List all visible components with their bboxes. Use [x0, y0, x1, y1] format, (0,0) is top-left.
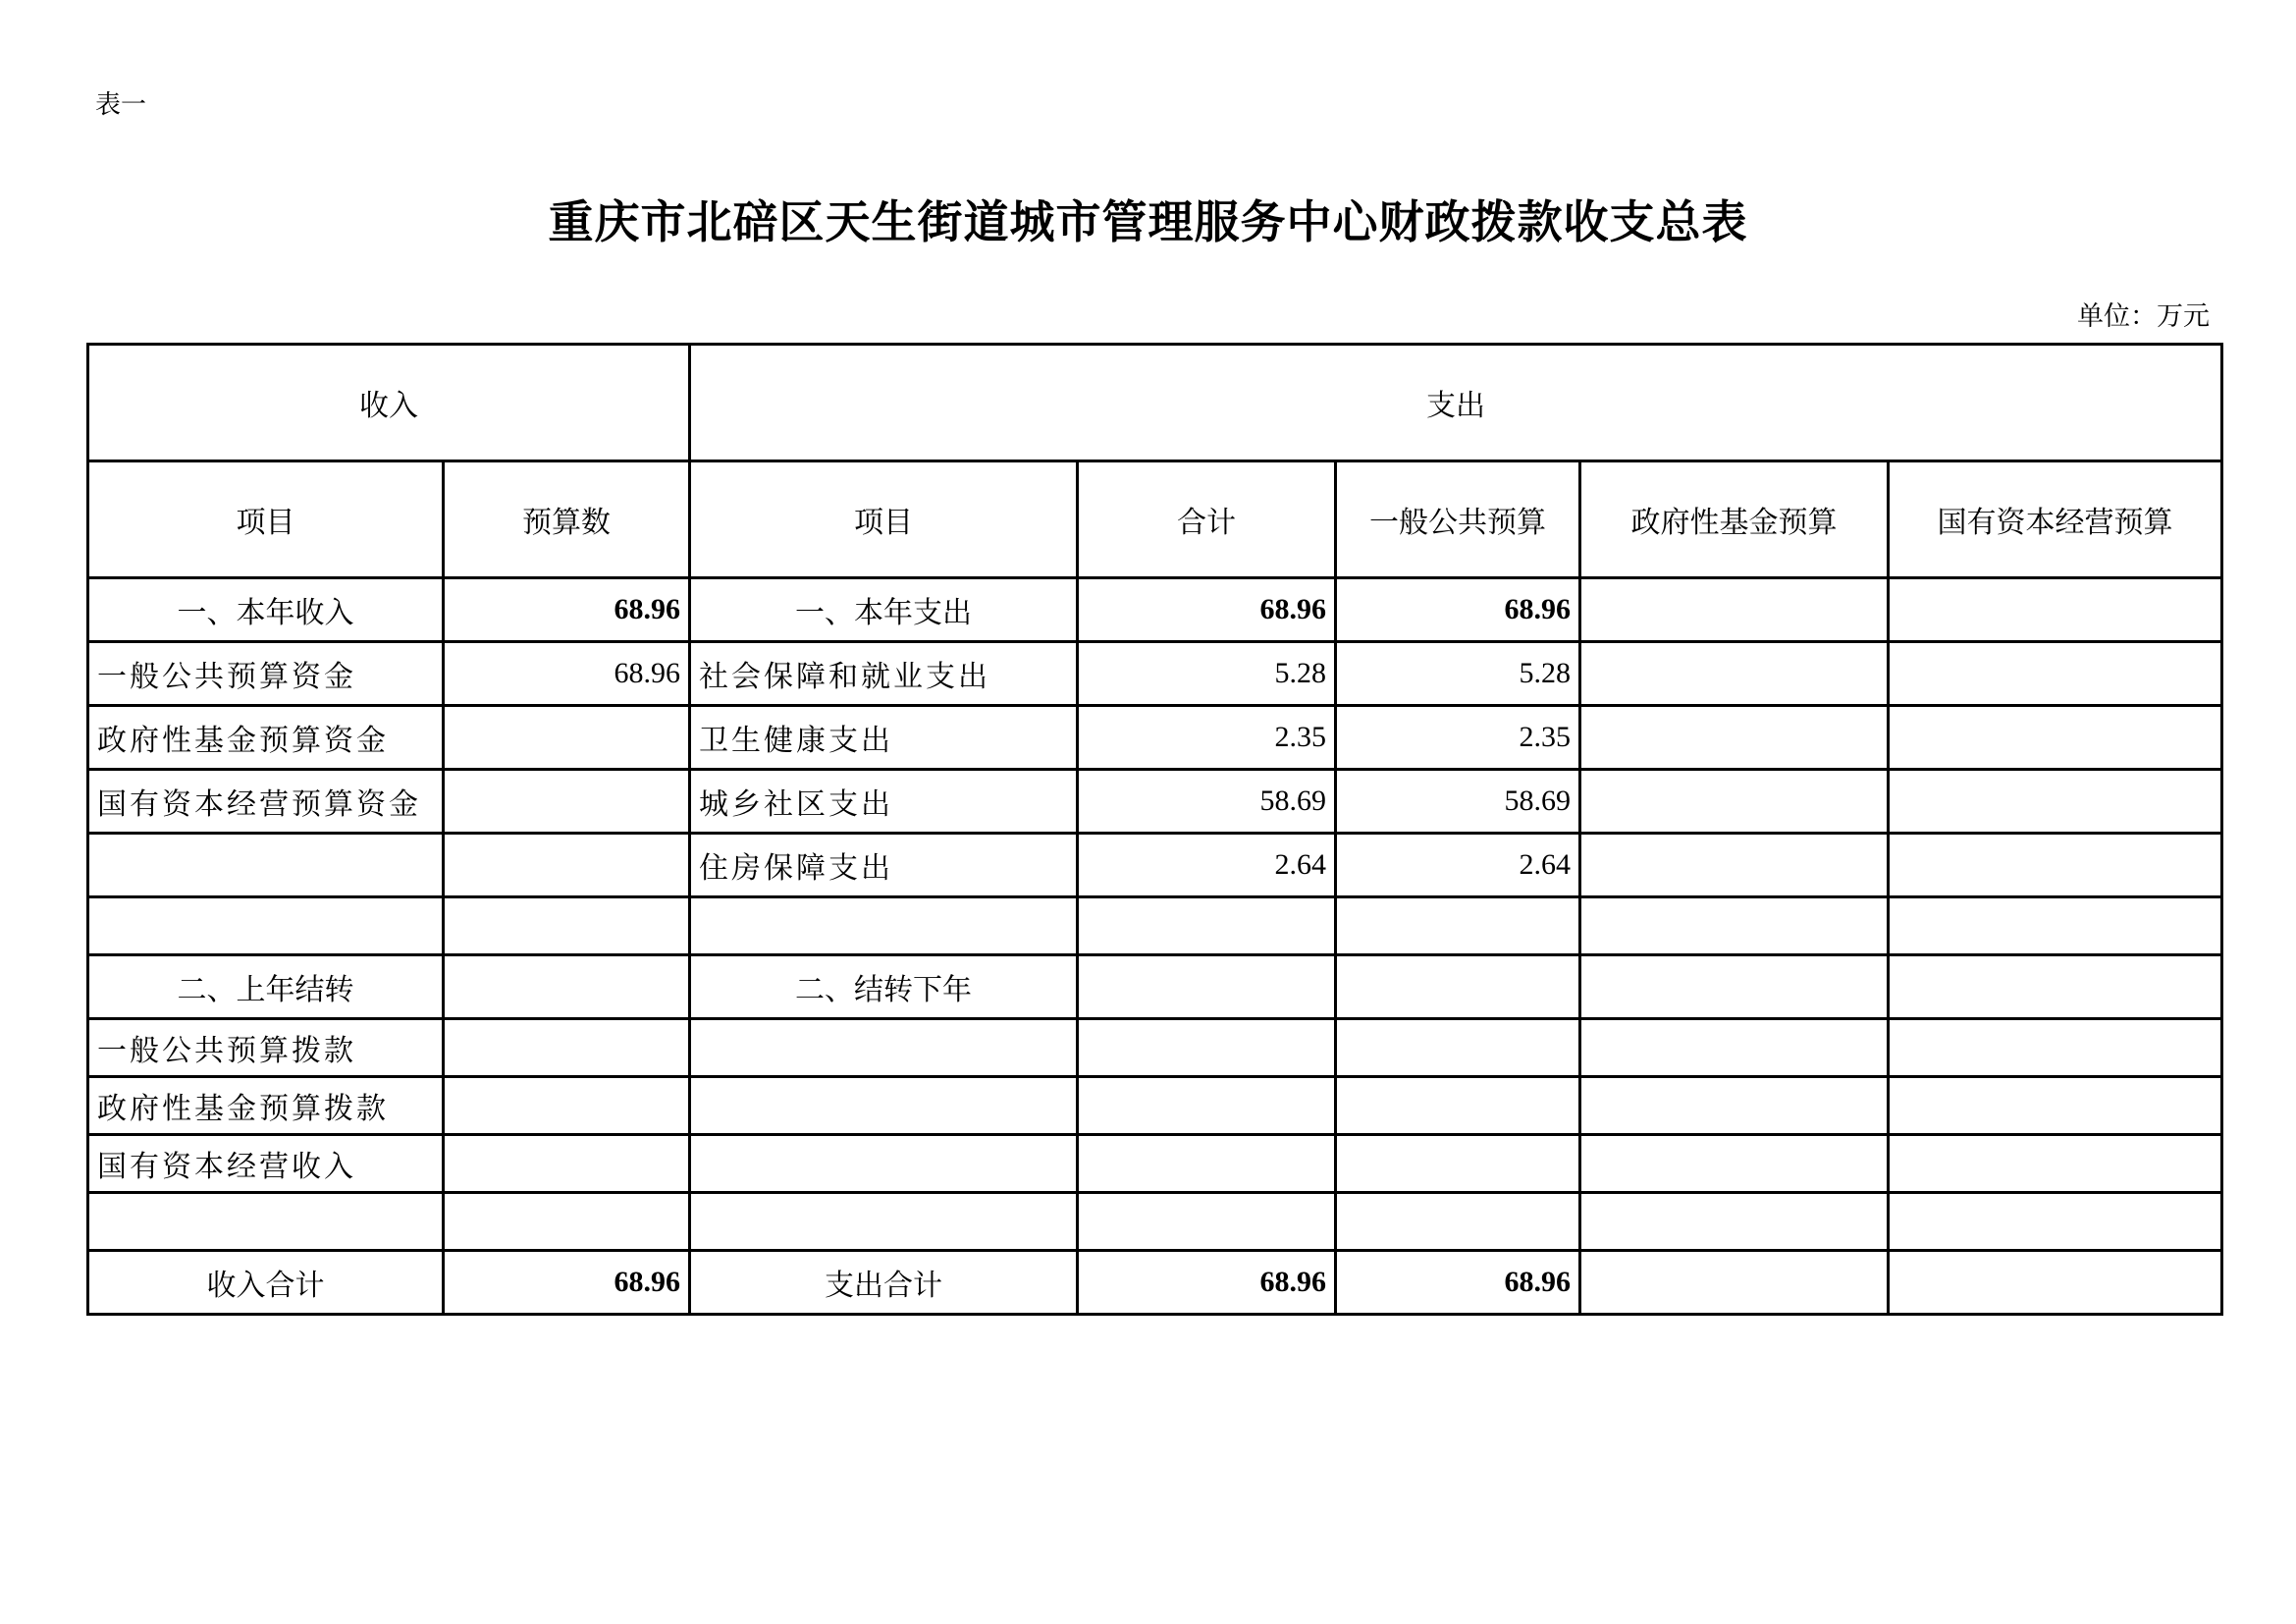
- totals-row: [88, 1251, 2222, 1315]
- income-value: [444, 834, 690, 897]
- unit-label: 单位：万元: [2077, 301, 2210, 332]
- expense-state-capital: [1889, 642, 2222, 706]
- table-row: [88, 834, 2222, 897]
- expense-total: 58.69: [1078, 770, 1336, 834]
- col-header-expense-item: 项目: [690, 461, 1078, 578]
- expense-gov-fund: [1580, 1193, 1889, 1251]
- expense-state-capital: [1889, 1019, 2222, 1077]
- expense-item: 一、本年支出: [690, 578, 1078, 642]
- income-item: 一般公共预算拨款: [88, 1019, 444, 1077]
- expense-total: [1078, 1077, 1336, 1135]
- expense-gov-fund: [1580, 955, 1889, 1019]
- expense-gov-fund: [1580, 1135, 1889, 1193]
- table-row: [88, 1135, 2222, 1193]
- expense-general: 5.28: [1336, 642, 1580, 706]
- expense-total-label: 支出合计: [690, 1251, 1078, 1315]
- table-number: 表一: [95, 90, 147, 120]
- expense-general: [1336, 1077, 1580, 1135]
- expense-gov-fund: [1580, 578, 1889, 642]
- expense-gov-fund: [1580, 1251, 1889, 1315]
- budget-summary-table: [86, 343, 2223, 1316]
- income-item: 一般公共预算资金: [88, 642, 444, 706]
- table-row: [88, 897, 2222, 955]
- income-item: [88, 897, 444, 955]
- expense-item: 城乡社区支出: [690, 770, 1078, 834]
- expense-gov-fund: [1580, 897, 1889, 955]
- income-value: [444, 706, 690, 770]
- expense-total: 2.35: [1078, 706, 1336, 770]
- income-value: [444, 955, 690, 1019]
- expense-gov-fund: [1580, 770, 1889, 834]
- expense-gov-fund: [1580, 1019, 1889, 1077]
- income-value: 68.96: [444, 642, 690, 706]
- expense-item: [690, 897, 1078, 955]
- col-header-state-capital-budget: 国有资本经营预算: [1889, 461, 2222, 578]
- income-value: [444, 770, 690, 834]
- expense-item: [690, 1135, 1078, 1193]
- expense-item: 社会保障和就业支出: [690, 642, 1078, 706]
- col-header-total: 合计: [1078, 461, 1336, 578]
- expense-total: [1078, 897, 1336, 955]
- expense-item: 卫生健康支出: [690, 706, 1078, 770]
- expense-total: [1078, 1019, 1336, 1077]
- expense-total: 68.96: [1078, 1251, 1336, 1315]
- income-value: [444, 897, 690, 955]
- col-header-gov-fund-budget: 政府性基金预算: [1580, 461, 1889, 578]
- expense-state-capital: [1889, 897, 2222, 955]
- expense-total: 68.96: [1078, 578, 1336, 642]
- expense-general: 68.96: [1336, 578, 1580, 642]
- income-item: 国有资本经营预算资金: [88, 770, 444, 834]
- page-title: 重庆市北碚区天生街道城市管理服务中心财政拨款收支总表: [548, 195, 1748, 248]
- expense-gov-fund: [1580, 834, 1889, 897]
- header-row-main: [88, 345, 2222, 461]
- expense-state-capital: [1889, 1251, 2222, 1315]
- expense-total: 2.64: [1078, 834, 1336, 897]
- expense-state-capital: [1889, 955, 2222, 1019]
- expense-total: [1078, 1135, 1336, 1193]
- income-item: 二、上年结转: [88, 955, 444, 1019]
- expense-header: 支出: [690, 345, 2222, 461]
- expense-gov-fund: [1580, 706, 1889, 770]
- expense-item: [690, 1193, 1078, 1251]
- expense-general: 2.35: [1336, 706, 1580, 770]
- expense-general: 58.69: [1336, 770, 1580, 834]
- expense-item: [690, 1019, 1078, 1077]
- income-item: 国有资本经营收入: [88, 1135, 444, 1193]
- expense-state-capital: [1889, 834, 2222, 897]
- expense-gov-fund: [1580, 1077, 1889, 1135]
- table-row: [88, 706, 2222, 770]
- expense-general: [1336, 955, 1580, 1019]
- expense-state-capital: [1889, 1135, 2222, 1193]
- table-row: [88, 642, 2222, 706]
- income-total-value: 68.96: [444, 1251, 690, 1315]
- income-value: [444, 1135, 690, 1193]
- expense-total: [1078, 1193, 1336, 1251]
- table-row: [88, 1193, 2222, 1251]
- expense-total: 5.28: [1078, 642, 1336, 706]
- income-value: [444, 1019, 690, 1077]
- table-row: [88, 1077, 2222, 1135]
- income-item: 政府性基金预算资金: [88, 706, 444, 770]
- expense-item: [690, 1077, 1078, 1135]
- income-total-label: 收入合计: [88, 1251, 444, 1315]
- expense-total: [1078, 955, 1336, 1019]
- expense-state-capital: [1889, 1193, 2222, 1251]
- expense-state-capital: [1889, 578, 2222, 642]
- table-row: [88, 578, 2222, 642]
- expense-general: [1336, 1193, 1580, 1251]
- income-header: 收入: [88, 345, 690, 461]
- expense-gov-fund: [1580, 642, 1889, 706]
- expense-item: 住房保障支出: [690, 834, 1078, 897]
- expense-state-capital: [1889, 1077, 2222, 1135]
- col-header-general-budget: 一般公共预算: [1336, 461, 1580, 578]
- table-row: [88, 1019, 2222, 1077]
- income-value: 68.96: [444, 578, 690, 642]
- expense-state-capital: [1889, 706, 2222, 770]
- income-item: [88, 1193, 444, 1251]
- col-header-income-item: 项目: [88, 461, 444, 578]
- expense-general: [1336, 897, 1580, 955]
- expense-general: 2.64: [1336, 834, 1580, 897]
- income-item: [88, 834, 444, 897]
- income-value: [444, 1193, 690, 1251]
- header-row-sub: [88, 461, 2222, 578]
- income-item: 政府性基金预算拨款: [88, 1077, 444, 1135]
- income-item: 一、本年收入: [88, 578, 444, 642]
- expense-general: 68.96: [1336, 1251, 1580, 1315]
- expense-item: 二、结转下年: [690, 955, 1078, 1019]
- expense-state-capital: [1889, 770, 2222, 834]
- expense-general: [1336, 1019, 1580, 1077]
- table-row: [88, 770, 2222, 834]
- income-value: [444, 1077, 690, 1135]
- table-row: [88, 955, 2222, 1019]
- expense-general: [1336, 1135, 1580, 1193]
- col-header-budget: 预算数: [444, 461, 690, 578]
